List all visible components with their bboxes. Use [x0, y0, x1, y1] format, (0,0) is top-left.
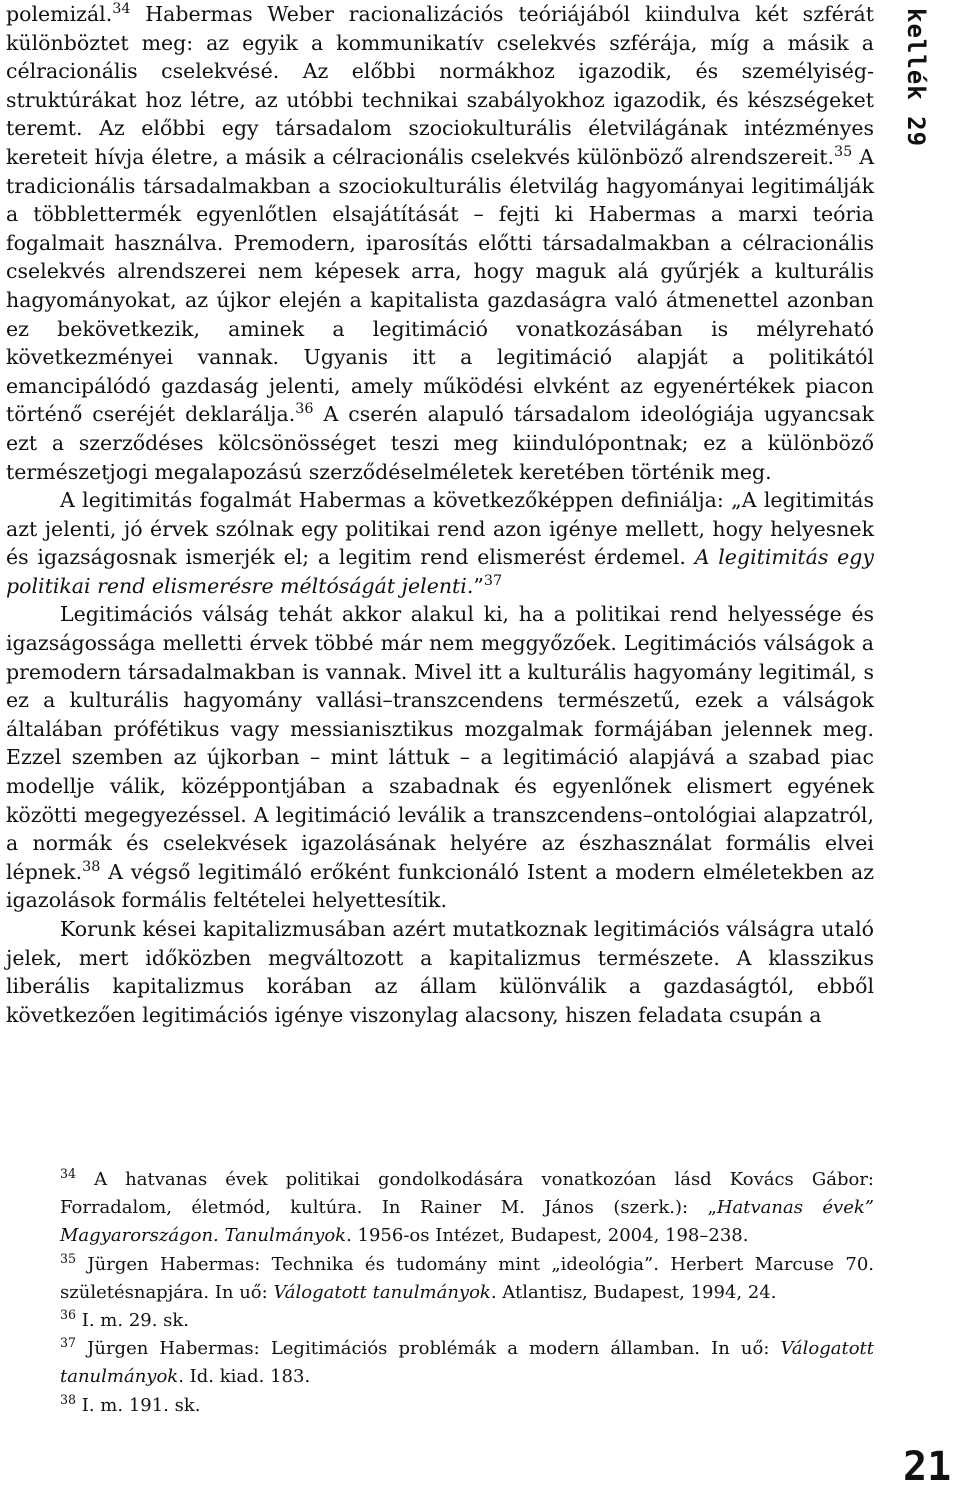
text-run: Legitimációs válság tehát akkor alakul ki, ha a politikai rend helyessége és igazságossága melletti érvek többé már nem meggyőzőek. Legitimációs válságok a premodern társadalmakban is vannak. Mivel itt a kulturális hagyomány legitimál, s ez a kulturális hagyomány vallási–transzcendens természetű, ezek a válságok általában prófétikus vagy messianisztikus mozgalmak formájában jelennek meg. Ezzel szemben az újkorban – mint láttuk – a legitimáció alapjává a szabad piac modellje válik, középpontjában a szabadnak és egyenlőnek elismert egyének közötti megegyezéssel. A legitimáció leválik a transzcendens–ontológiai alapzatról, a normák és cselekvések igazolásának helyére az észhasználat formális elvei lépnek.	[6, 602, 874, 884]
footnote-ref: 34	[112, 1, 131, 18]
italic-text: Válogatott tanulmányok	[273, 1281, 491, 1303]
journal-side-label: kellék 29	[902, 8, 930, 148]
text-run: Jürgen Habermas: Legitimációs problémák a modern államban. In uő:	[76, 1338, 781, 1360]
paragraph	[6, 600, 874, 915]
footnote-ref: 36	[295, 401, 314, 418]
paragraph	[6, 0, 874, 486]
text-run: A hatvanas évek politikai gondolkodására vonatkozóan lásd Kovács Gábor: Forradalom, életmód, kultúra. In Rainer M. János (szerk.): „	[60, 1169, 874, 1219]
text-run: polemizál.	[6, 2, 113, 26]
text-run: A legitimitás fogalmát Habermas a következőképpen definiálja: „A legitimitás azt jelenti, jó érvek szólnak egy politikai rend azon igénye mellett, hogy helyesnek és igazságosnak ismerjék el; a legitim rend elismerést érdemel.	[6, 488, 874, 570]
text-run: Jürgen Habermas: Technika és tudomány mint „ideológia”. Herbert Marcuse 70. születésnapjára. In uő:	[60, 1253, 874, 1303]
italic-text: Hatvanas évek” Magyarországon. Tanulmányok	[60, 1197, 874, 1247]
text-run: Habermas Weber racionalizációs teóriájából kiindulva két szférát különböztet meg: az egyik a kommunikatív cselekvés szférája, míg a másik a célracionális cselekvésé. Az előbbi normákhoz igazodik, és személyiségstruktúrákat hoz létre, az utóbbi technikai szabályokhoz igazodik, és készségeket teremt. Az előbbi egy társadalom szociokulturális életvilágának intézményes kereteit hívja életre, a másik a célracionális cselekvés különböző alrendszereit.	[6, 2, 874, 169]
text-run: . Atlantisz, Budapest, 1994, 24.	[490, 1281, 777, 1303]
page-number: 21	[903, 1444, 952, 1490]
page-body	[6, 0, 874, 1029]
paragraph	[6, 486, 874, 600]
text-run: ”	[473, 573, 484, 598]
footnote-number: 35	[60, 1250, 77, 1266]
footnote-number: 34	[60, 1166, 77, 1182]
italic-text: A legitimitás egy politikai rend elismerésre méltóságát jelenti.	[6, 545, 874, 598]
footnote	[60, 1335, 874, 1391]
footnote-number: 38	[60, 1391, 77, 1407]
text-run: I. m. 191. sk.	[76, 1394, 201, 1416]
footnote	[60, 1307, 874, 1335]
text-run: A tradicionális társadalmakban a szociokulturális életvilág hagyományai legitimálják a többlettermék egyenlőtlen elsajátítását – fejti ki Habermas a marxi teória fogalmait használva. Premodern, iparosítás előtti társadalmakban a célracionális cselekvés alrendszerei nem képesek arra, hogy maguk alá gyűrjék a kulturális hagyományokat, az újkor elején a kapitalista gazdaságra való átmenettel azonban ez bekövetkezik, aminek a legitimáció vonatkozásában is mélyreható következményei vannak. Ugyanis itt a legitimáció alapját a politikától emancipálódó gazdaság jelenti, amely működési elvként az egyenértékek piacon történő cseréjét deklarálja.	[6, 144, 874, 427]
paragraph	[6, 915, 874, 1029]
footnote	[60, 1251, 874, 1307]
italic-text: Válogatott tanulmányok	[60, 1338, 874, 1388]
footnote-ref: 35	[834, 144, 853, 161]
text-run: Korunk kései kapitalizmusában azért mutatkoznak legitimációs válságra utaló jelek, mert időközben megváltozott a kapitalizmus természete. A klasszikus liberális kapitalizmus korában az állam különválik a gazdaságtól, ebből következően legitimációs igénye viszonylag alacsony, hiszen feladata csupán a	[6, 917, 874, 1027]
footnote-ref: 38	[82, 858, 101, 875]
text-run: A cserén alapuló társadalom ideológiája ugyancsak ezt a szerződéses kölcsönösséget teszi meg kiindulópontnak; ez a különböző természetjogi megalapozású szerződéselméletek keretében történik meg.	[6, 402, 874, 484]
footnote-number: 37	[60, 1335, 77, 1351]
body-text	[6, 0, 874, 1029]
footnote-ref: 37	[483, 572, 503, 589]
text-run: I. m. 29. sk.	[76, 1310, 190, 1332]
footnote	[60, 1392, 874, 1420]
footnotes	[60, 1166, 874, 1420]
footnote-number: 36	[60, 1307, 77, 1323]
footnote	[60, 1166, 874, 1251]
text-run: . Id. kiad. 183.	[178, 1366, 311, 1388]
text-run: . 1956-os Intézet, Budapest, 2004, 198–238.	[346, 1225, 749, 1247]
text-run: A végső legitimáló erőként funkcionáló Istent a modern elméletekben az igazolások formális feltételei helyettesítik.	[6, 859, 874, 913]
